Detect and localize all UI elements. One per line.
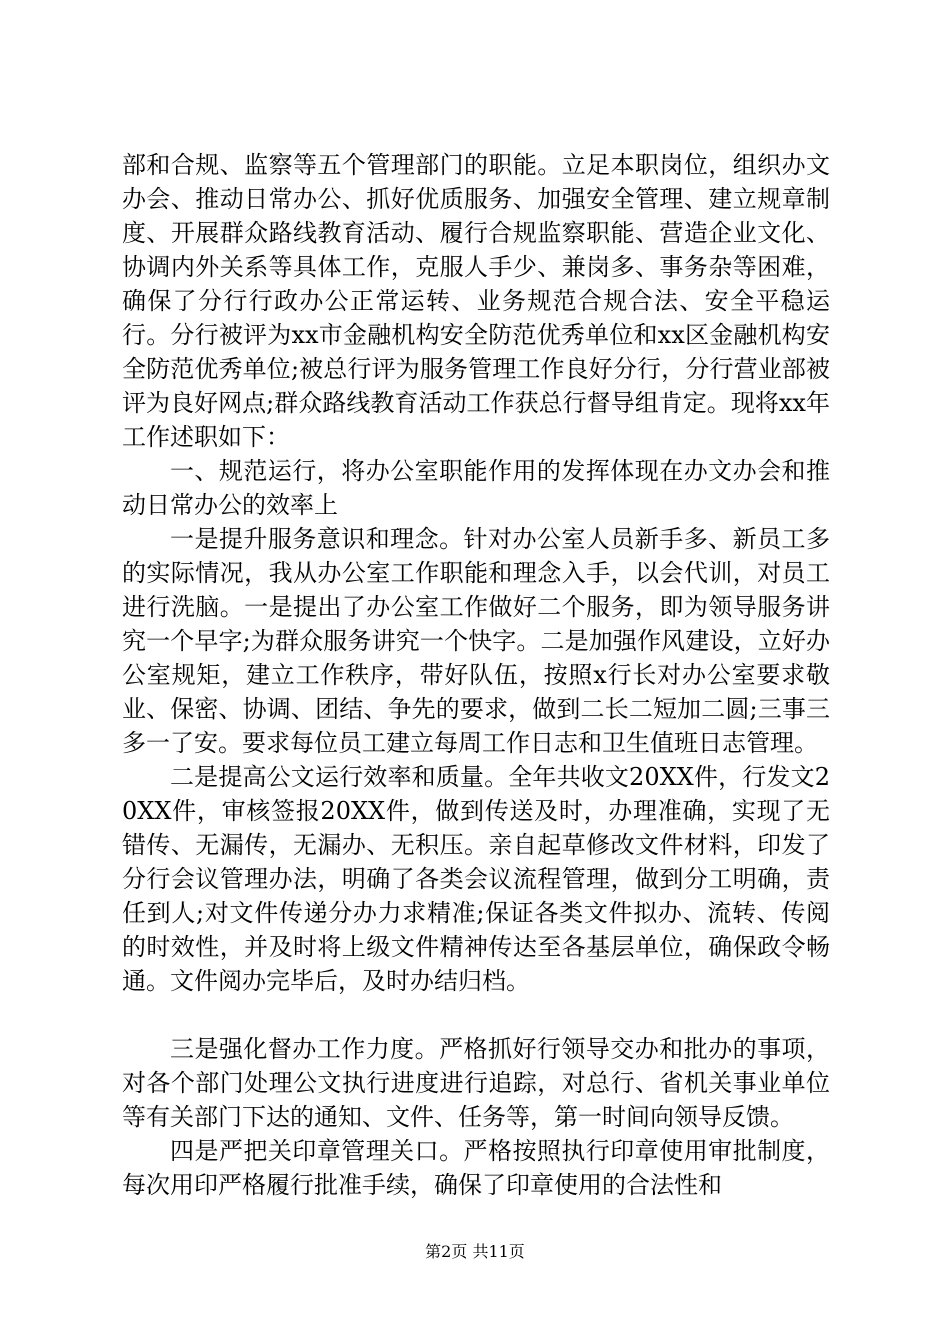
paragraph-5: 四是严把关印章管理关口。严格按照执行印章使用审批制度，每次用印严格履行批准手续，确保了印章使用的合法性和 bbox=[122, 1137, 830, 1199]
paragraph-3: 二是提高公文运行效率和质量。全年共收文20XX件，行发文20XX件，审核签报20XX件，做到传送及时，办理准确，实现了无错传、无漏传，无漏办、无积压。亲自起草修改文件材料，印发了分行会议管理办法，明确了各类会议流程管理，做到分工明确，责任到人;对文件传递分办力求精准;保证各类文件拟办、流转、传阅的时效性，并及时将上级文件精神传达至各基层单位，确保政令畅通。文件阅办完毕后，及时办结归档。 bbox=[122, 763, 830, 995]
document-body bbox=[122, 148, 830, 1202]
section-heading-1: 一、规范运行，将办公室职能作用的发挥体现在办文办会和推动日常办公的效率上 bbox=[122, 457, 830, 519]
paragraph-2: 一是提升服务意识和理念。针对办公室人员新手多、新员工多的实际情况，我从办公室工作职能和理念入手，以会代训，对员工进行洗脑。一是提出了办公室工作做好二个服务，即为领导服务讲究一个早字;为群众服务讲究一个快字。二是加强作风建设，立好办公室规矩，建立工作秩序，带好队伍，按照x行长对办公室要求敬业、保密、协调、团结、争先的要求，做到二长二短加二圆;三事三多一了安。要求每位员工建立每周工作日志和卫生值班日志管理。 bbox=[122, 525, 830, 757]
page-footer: 第2页 共11页 bbox=[425, 1242, 525, 1261]
paragraph-1: 部和合规、监察等五个管理部门的职能。立足本职岗位，组织办文办会、推动日常办公、抓好优质服务、加强安全管理、建立规章制度、开展群众路线教育活动、履行合规监察职能、营造企业文化、协调内外关系等具体工作，克服人手少、兼岗多、事务杂等困难，确保了分行行政办公正常运转、业务规范合规合法、安全平稳运行。分行被评为xx市金融机构安全防范优秀单位和xx区金融机构安全防范优秀单位;被总行评为服务管理工作良好分行，分行营业部被评为良好网点;群众路线教育活动工作获总行督导组肯定。现将xx年工作述职如下： bbox=[122, 151, 830, 451]
paragraph-4: 三是强化督办工作力度。严格抓好行领导交办和批办的事项，对各个部门处理公文执行进度进行追踪，对总行、省机关事业单位等有关部门下达的通知、文件、任务等，第一时间向领导反馈。 bbox=[122, 1035, 830, 1131]
